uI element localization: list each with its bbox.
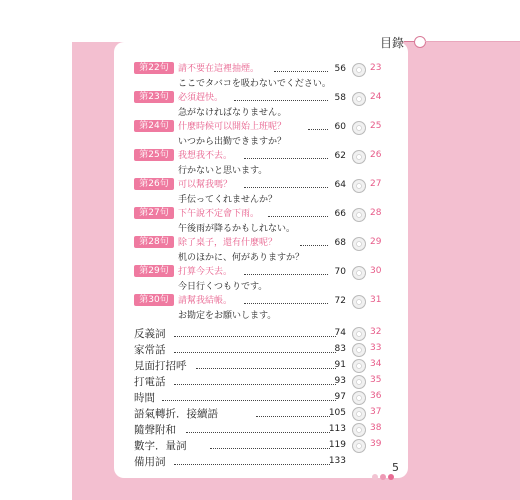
chinese-sentence: 我想我不去。 bbox=[178, 151, 233, 161]
track-number: 36 bbox=[370, 391, 382, 401]
page-number-ref: 60 bbox=[334, 122, 346, 132]
japanese-sentence: お勘定をお願いします。 bbox=[178, 311, 277, 321]
vocab-entry[interactable] bbox=[134, 374, 404, 390]
cd-icon bbox=[352, 391, 366, 405]
track-number: 35 bbox=[370, 375, 382, 385]
japanese-sentence: 机のほかに、何がありますか？ bbox=[178, 253, 305, 263]
page-number-ref: 56 bbox=[334, 64, 346, 74]
track-number: 26 bbox=[370, 150, 382, 160]
cd-icon bbox=[352, 343, 366, 357]
vocab-entry[interactable] bbox=[134, 358, 404, 374]
track-number: 30 bbox=[370, 266, 382, 276]
cd-icon bbox=[352, 407, 366, 421]
japanese-sentence: ここでタバコを吸わないでください。 bbox=[178, 79, 331, 89]
chinese-sentence: 請幫我結帳。 bbox=[178, 296, 233, 306]
vocab-entry[interactable] bbox=[134, 342, 404, 358]
japanese-sentence: 行かないと思います。 bbox=[178, 166, 268, 176]
track-number: 24 bbox=[370, 92, 382, 102]
chinese-sentence: 打算今天去。 bbox=[178, 267, 233, 277]
page-number-ref: 72 bbox=[334, 296, 346, 306]
track-number: 37 bbox=[370, 407, 382, 417]
japanese-sentence: 午後雨が降るかもしれない。 bbox=[178, 224, 296, 234]
page-number-ref: 93 bbox=[334, 376, 346, 386]
sentence-badge: 第29句 bbox=[134, 265, 174, 277]
leader-dots bbox=[244, 187, 328, 188]
track-number: 31 bbox=[370, 295, 382, 305]
page-number-ref: 74 bbox=[334, 328, 346, 338]
cd-icon bbox=[352, 295, 366, 309]
toc-entry[interactable] bbox=[134, 178, 394, 206]
vocab-label: 見面打招呼 bbox=[134, 360, 187, 372]
cd-icon bbox=[352, 92, 366, 106]
dot-icon bbox=[380, 474, 386, 480]
leader-dots bbox=[244, 274, 328, 275]
japanese-sentence: 手伝ってくれませんか？ bbox=[178, 195, 278, 205]
sentence-badge: 第27句 bbox=[134, 207, 174, 219]
cd-icon bbox=[352, 359, 366, 373]
japanese-sentence: いつから出勤できますか？ bbox=[178, 137, 287, 147]
chinese-sentence: 請不要在這裡抽煙。 bbox=[178, 64, 260, 74]
page-number-ref: 119 bbox=[328, 440, 346, 450]
page-number-ref: 68 bbox=[334, 238, 346, 248]
cd-icon bbox=[352, 208, 366, 222]
page-number-ref: 64 bbox=[334, 180, 346, 190]
header-rule bbox=[425, 41, 520, 42]
chinese-sentence: 什麼時候可以開始上班呢？ bbox=[178, 122, 287, 132]
leader-dots bbox=[300, 245, 328, 246]
header-circle-icon bbox=[414, 36, 426, 48]
dot-icon bbox=[372, 474, 378, 480]
sentence-badge: 第23句 bbox=[134, 91, 174, 103]
vocab-label: 反義詞 bbox=[134, 328, 166, 340]
cd-icon bbox=[352, 423, 366, 437]
chinese-sentence: 除了桌子，還有什麼呢？ bbox=[178, 238, 278, 248]
sentence-badge: 第24句 bbox=[134, 120, 174, 132]
sentence-badge: 第25句 bbox=[134, 149, 174, 161]
track-number: 38 bbox=[370, 423, 382, 433]
page-number-ref: 133 bbox=[328, 456, 346, 466]
vocab-label: 打電話 bbox=[134, 376, 166, 388]
track-number: 23 bbox=[370, 63, 382, 73]
page-number-ref: 62 bbox=[334, 151, 346, 161]
toc-entry[interactable] bbox=[134, 207, 394, 235]
cd-icon bbox=[352, 375, 366, 389]
vocab-label: 數字．量詞 bbox=[134, 440, 187, 452]
sentence-badge: 第22句 bbox=[134, 62, 174, 74]
vocab-label: 語氣轉折．接續語 bbox=[134, 408, 218, 420]
chinese-sentence: 必須趕快。 bbox=[178, 93, 224, 103]
toc-entry[interactable] bbox=[134, 62, 394, 90]
cd-icon bbox=[352, 237, 366, 251]
cd-icon bbox=[352, 439, 366, 453]
page-number-ref: 105 bbox=[328, 408, 346, 418]
vocab-label: 時間 bbox=[134, 392, 155, 404]
leader-dots bbox=[244, 303, 328, 304]
track-number: 39 bbox=[370, 439, 382, 449]
vocab-entry[interactable] bbox=[134, 326, 404, 342]
toc-entry[interactable] bbox=[134, 265, 394, 293]
track-number: 28 bbox=[370, 208, 382, 218]
track-number: 34 bbox=[370, 359, 382, 369]
toc-entry[interactable] bbox=[134, 120, 394, 148]
page-number: 5 bbox=[392, 461, 399, 474]
leader-dots bbox=[274, 71, 328, 72]
vocab-entry[interactable] bbox=[134, 390, 404, 406]
vocab-label: 家常話 bbox=[134, 344, 166, 356]
sentence-badge: 第26句 bbox=[134, 178, 174, 190]
vocab-entry[interactable] bbox=[134, 406, 404, 422]
japanese-sentence: 急がなければなりません。 bbox=[178, 108, 287, 118]
track-number: 29 bbox=[370, 237, 382, 247]
cd-icon bbox=[352, 327, 366, 341]
dot-icon bbox=[388, 474, 394, 480]
leader-dots bbox=[234, 100, 328, 101]
toc-entry[interactable] bbox=[134, 91, 394, 119]
leader-dots bbox=[244, 158, 328, 159]
cd-icon bbox=[352, 179, 366, 193]
toc-entry[interactable] bbox=[134, 149, 394, 177]
sentence-badge: 第28句 bbox=[134, 236, 174, 248]
page-number-ref: 91 bbox=[334, 360, 346, 370]
page-number-ref: 58 bbox=[334, 93, 346, 103]
vocab-label: 備用詞 bbox=[134, 456, 166, 468]
track-number: 32 bbox=[370, 327, 382, 337]
page-number-ref: 97 bbox=[334, 392, 346, 402]
leader-dots bbox=[308, 129, 328, 130]
toc-entry[interactable] bbox=[134, 294, 394, 322]
track-number: 27 bbox=[370, 179, 382, 189]
sentence-badge: 第30句 bbox=[134, 294, 174, 306]
track-number: 25 bbox=[370, 121, 382, 131]
page-number-ref: 83 bbox=[334, 344, 346, 354]
header-connector bbox=[404, 41, 414, 42]
vocab-entry[interactable] bbox=[134, 438, 404, 454]
japanese-sentence: 今日行くつもりです。 bbox=[178, 282, 268, 292]
chinese-sentence: 可以幫我嗎？ bbox=[178, 180, 233, 190]
cd-icon bbox=[352, 63, 366, 77]
page-number-ref: 113 bbox=[328, 424, 346, 434]
vocab-entry[interactable] bbox=[134, 454, 404, 470]
leader-dots bbox=[268, 216, 328, 217]
chinese-sentence: 下午說不定會下雨。 bbox=[178, 209, 260, 219]
toc-entry[interactable] bbox=[134, 236, 394, 264]
page-number-ref: 70 bbox=[334, 267, 346, 277]
cd-icon bbox=[352, 121, 366, 135]
vocab-label: 隨聲附和 bbox=[134, 424, 176, 436]
vocab-entry[interactable] bbox=[134, 422, 404, 438]
cd-icon bbox=[352, 150, 366, 164]
page-number-ref: 66 bbox=[334, 209, 346, 219]
cd-icon bbox=[352, 266, 366, 280]
track-number: 33 bbox=[370, 343, 382, 353]
page-title: 目錄 bbox=[380, 36, 405, 50]
